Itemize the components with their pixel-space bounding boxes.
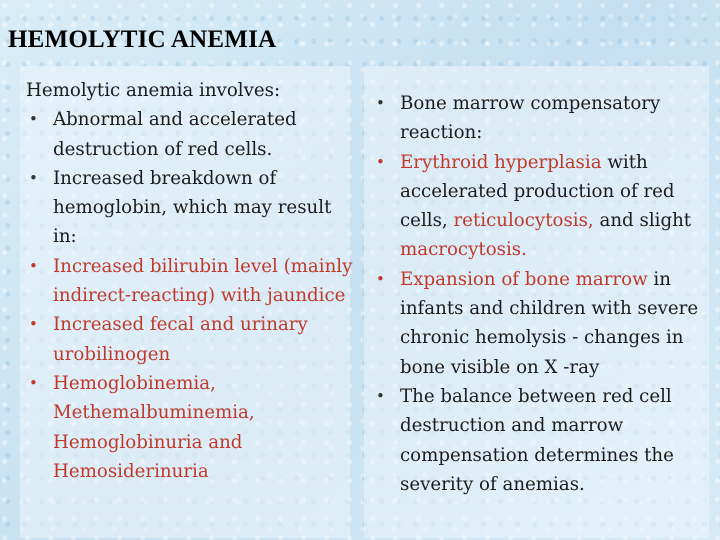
list-item-text: Increased breakdown of hemoglobin, which may result in: — [53, 167, 332, 248]
list-item-text: and slight — [593, 210, 692, 232]
bullet-icon: • — [29, 110, 38, 129]
list-item — [26, 105, 356, 164]
list-item-text: Bone marrow compensatory reaction: — [400, 93, 661, 144]
list-item-text-red: Increased bilirubin level (mainly indirect-reacting) with jaundice — [53, 255, 353, 307]
list-item — [26, 252, 356, 311]
page-title: HEMOLYTIC ANEMIA — [8, 26, 277, 53]
bullet-icon: • — [376, 152, 385, 171]
list-item — [26, 369, 356, 486]
right-column — [373, 89, 708, 499]
right-bullet-list — [373, 89, 708, 499]
list-item — [26, 164, 356, 252]
left-column — [26, 76, 356, 486]
bullet-icon: • — [29, 168, 38, 187]
highlight-expansion-of-bone-marrow: Expansion of bone marrow — [400, 268, 648, 290]
bullet-icon: • — [29, 315, 38, 334]
list-item — [373, 148, 708, 265]
highlight-erythroid-hyperplasia: Erythroid hyperplasia — [400, 151, 602, 173]
bullet-icon: • — [376, 386, 385, 405]
list-item-text-red: Increased fecal and urinary urobilinogen — [53, 314, 308, 365]
bullet-icon: • — [376, 269, 385, 288]
list-item — [26, 310, 356, 369]
list-item-text: The balance between red cell destruction and marrow compensation determines the severity of anemias. — [400, 385, 674, 495]
left-intro: Hemolytic anemia involves: — [26, 80, 281, 101]
bullet-icon: • — [376, 94, 385, 112]
highlight-macrocytosis: macrocytosis. — [400, 239, 527, 261]
list-item — [373, 382, 708, 499]
bullet-icon: • — [29, 256, 38, 275]
bullet-icon: • — [29, 373, 38, 392]
list-item — [373, 265, 708, 382]
list-item-text: with accelerated production of red cells, — [400, 151, 675, 232]
list-item-text: Abnormal and accelerated destruction of red cells. — [53, 109, 297, 160]
list-item-text-red: Hemoglobinemia, Methemalbuminemia, Hemoglobinuria and Hemosiderinuria — [53, 372, 255, 482]
list-item-text: in infants and children with severe chronic hemolysis - changes in bone visible on X -ray — [400, 268, 699, 378]
list-item — [373, 89, 708, 148]
highlight-reticulocytosis: reticulocytosis, — [453, 210, 594, 232]
left-bullet-list — [26, 105, 356, 486]
